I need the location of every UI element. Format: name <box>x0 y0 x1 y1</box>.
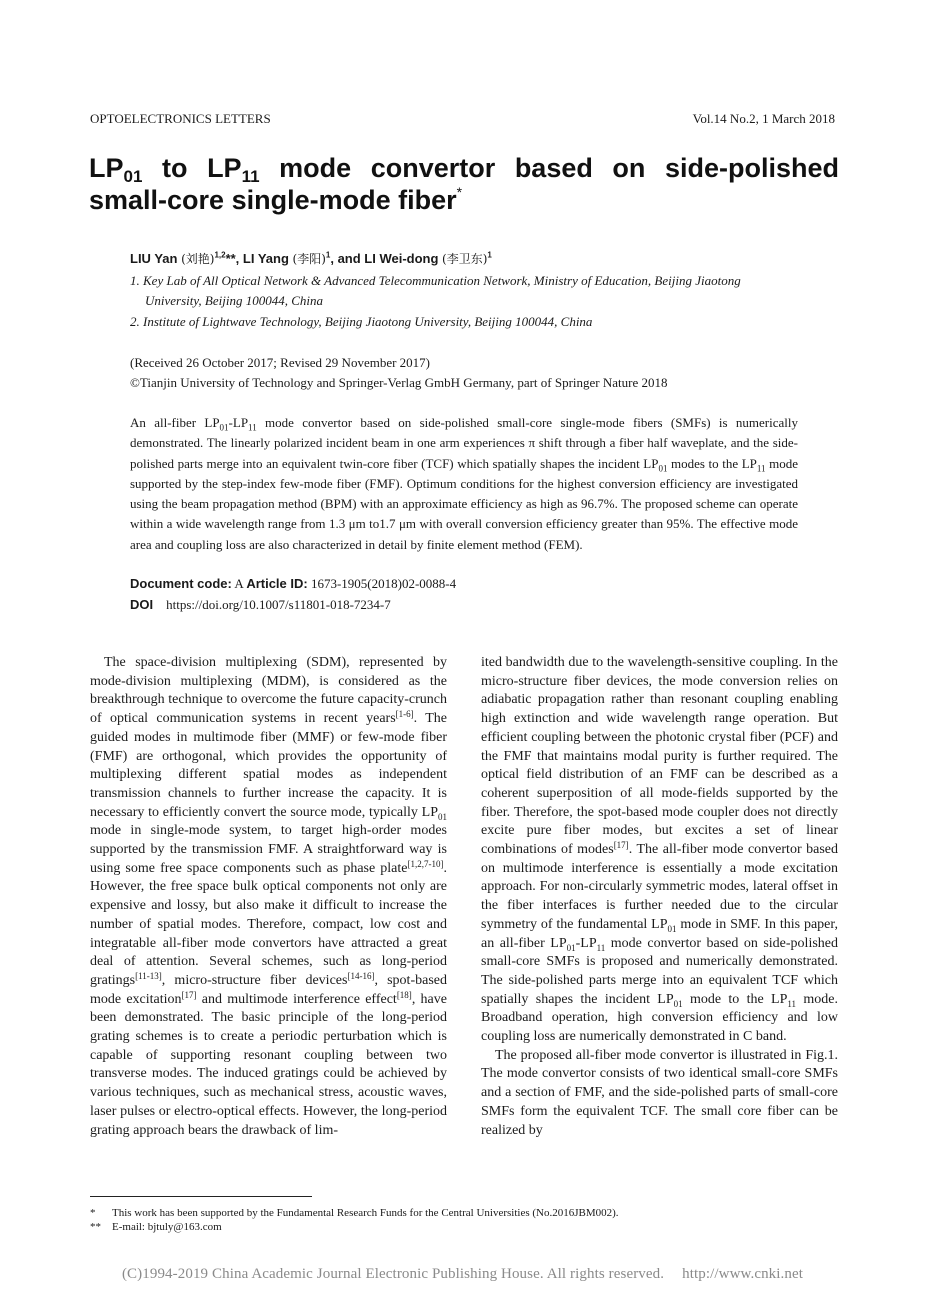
doi-link[interactable]: https://doi.org/10.1007/s11801-018-7234-7 <box>166 597 391 612</box>
received-dates: (Received 26 October 2017; Revised 29 November 2017) ©Tianjin University of Technology and Springer-Verlag GmbH Germany, part of Springer Nature 2018 <box>130 355 668 390</box>
affiliation-1: 1. Key Lab of All Optical Network & Advanced Telecommunication Network, Ministry of Education, Beijing Jiaotong University, Beijing 100044, China <box>130 273 741 308</box>
doi: DOI https://doi.org/10.1007/s11801-018-7234-7 <box>130 597 391 612</box>
author-list: LIU Yan (刘艳)$^{1,2}$**, LI Yang (李阳)$^1$, and LI Wei-dong (李卫东)$^1$ <box>130 250 492 266</box>
body-column-right <box>481 654 838 1140</box>
cnki-link[interactable]: http://www.cnki.net <box>682 1266 804 1282</box>
paragraph: ited bandwidth due to the wavelength-sensitive coupling. In the micro-structure fiber devices, the mode conversion relies on adiabatic propagation rather than resonant coupling enabling high extinction and wide wavelength range operation. But efficient coupling between the photonic crystal fiber (PCF) and the FMF that maintains modal purity is further required. The optical field distribution of an FMF can be described as a coherent superposition of all mode-fields supported by the fiber. Therefore, the spot-based mode coupler does not directly excite pure fiber modes, but excites a set of linear combinations of modes[17]. The all-fiber mode convertor based on multimode interference is essentially a mode excitation approach. For non-circularly symmetric modes, lateral offset in the fiber interfaces is further needed due to the circular symmetry of the fundamental $LP_{01}$ mode in SMF. In this paper, an all-fiber $LP_{01}-LP_{11}$ mode convertor based on side-polished small-core SMFs is proposed and numerically demonstrated. The side-polished parts merge into an equivalent TCF which spatially shapes the incident $LP_{01}$ mode to the $LP_{11}$ mode. Broadband operation, high conversion efficiency and low coupling loss are numerically demonstrated in C band. <box>481 655 838 1045</box>
body-column-left <box>90 654 447 1140</box>
footnote-email: ** E-mail: bjtuly@163.com <box>90 1221 222 1233</box>
abstract: An all-fiber $LP_{01}-LP_{11}$ mode convertor based on side-polished small-core single-mode fibers (SMFs) is numerically demonstrated. The linearly polarized incident beam in one arm experiences π shift through a fiber half waveplate, and the side-polished parts merge into an equivalent twin-core fiber (TCF) which spatially shapes the incident $LP_{01}$ modes to the $LP_{11}$ mode supported by the step-index few-mode fiber (FMF). Optimum conditions for the highest conversion efficiency are investigated using the beam propagation method (BPM) with an approximate efficiency as high as 96.7%. The proposed scheme can operate within a wide wavelength range from 1.3 μm to1.7 μm with overall conversion efficiency greater than 95%. The effective mode area and coupling loss are also characterized in detail by finite element method (FEM). <box>130 415 799 552</box>
affiliation-2: 2. Institute of Lightwave Technology, Beijing Jiaotong University, Beijing 100044, China <box>130 314 593 329</box>
cnki-watermark: (C)1994-2019 China Academic Journal Electronic Publishing House. All rights reserved. http://www.cnki.net <box>121 1266 804 1282</box>
journal-name: OPTOELECTRONICS LETTERS <box>90 111 271 126</box>
paper-title: $LP_{01}$ to $LP_{11}$ mode convertor based on side-polished small-core single-mode fiber* <box>89 153 839 215</box>
volume-info: Vol.14 No.2, 1 March 2018 <box>692 111 835 126</box>
paragraph: The proposed all-fiber mode convertor is illustrated in Fig.1. The mode convertor consists of two identical small-core SMFs and a section of FMF, and the side-polished parts of small-core SMFs form the equivalent TCF. The small core fiber can be realized by <box>481 1047 838 1138</box>
footnote-divider <box>90 1196 312 1197</box>
footnote-funding: * This work has been supported by the Fundamental Research Funds for the Central Universities (No.2016JBM002). <box>90 1207 619 1219</box>
paragraph: The space-division multiplexing (SDM), represented by mode-division multiplexing (MDM), is considered as the breakthrough technique to overcome the future capacity-crunch of optical communication systems in recent years[1-6]. The guided modes in multimode fiber (MMF) or few-mode fiber (FMF) are orthogonal, which provides the opportunity of multiplexing different spatial modes as independent transmission channels to further increase the capacity. It is necessary to efficiently convert the source mode, typically $LP_{01}$ mode in single-mode system, to target high-order modes supported by the transmission FMF. A straightforward way is using some free space components such as phase plate[1,2,7-10]. However, the free space bulk optical components not only are expensive and lossy, but also make it difficult to increase the number of spatial modes. Therefore, compact, low cost and integratable all-fiber mode convertors have attracted a great deal of attention. Several schemes, such as long-period gratings[11-13], micro-structure fiber devices[14-16], spot-based mode excitation[17] and multimode interference effect[18], have been demonstrated. The basic principle of the long-period grating schemes is to create a periodic perturbation which is capable of supporting resonant coupling between two transverse modes. The induced gratings could be achieved by various techniques, such as mechanical stress, acoustic waves, laser pulses or electro-optical effects. However, the long-period grating approach bears the drawback of lim- <box>90 655 447 1138</box>
document-code: Document code: A Article ID: 1673-1905(2018)02-0088-4 <box>130 576 457 591</box>
